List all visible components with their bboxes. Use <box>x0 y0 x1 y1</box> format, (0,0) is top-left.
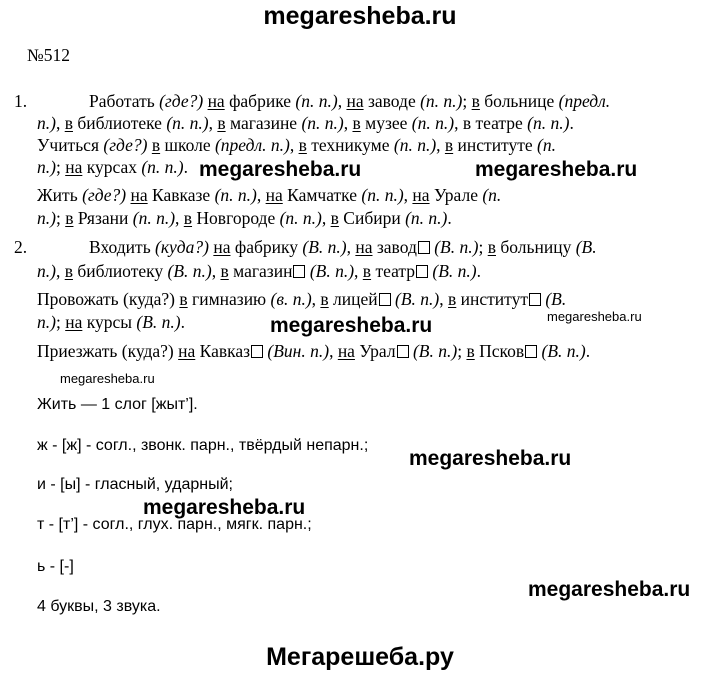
word: фабрике <box>224 91 296 111</box>
word: , <box>343 113 353 133</box>
word: ; <box>457 341 467 361</box>
preposition: на <box>65 157 83 177</box>
case-note: (п. п.) <box>295 91 338 111</box>
preposition: в <box>362 261 372 281</box>
phonetic-row: т - [т’] - согл., глух. парн., мягк. парн.; <box>37 516 312 533</box>
preposition: на <box>337 341 355 361</box>
site-header: megaresheba.ru <box>263 2 457 30</box>
word: Сибири <box>338 208 406 228</box>
answer-line <box>89 90 610 112</box>
preposition: в <box>444 135 454 155</box>
phonetic-row: и - [ы] - гласный, ударный; <box>37 476 233 493</box>
section-1-number: 1. <box>14 91 28 111</box>
word: гимназию <box>187 289 271 309</box>
case-note: (п. п.) <box>405 208 448 228</box>
preposition: в <box>217 113 226 133</box>
watermark: megaresheba.ru <box>270 314 433 337</box>
case-note: (п. п.) <box>527 113 570 133</box>
case-note: п.) <box>37 261 56 281</box>
word: заводе <box>363 91 421 111</box>
word: . <box>183 157 189 177</box>
case-note: (В. п.) <box>302 237 347 257</box>
preposition: в <box>352 113 361 133</box>
word: Учиться <box>37 135 104 155</box>
case-note: (В. п.) <box>434 237 479 257</box>
word: . <box>585 341 591 361</box>
word: Урал <box>354 341 396 361</box>
preposition: на <box>130 185 148 205</box>
preposition: в <box>298 135 307 155</box>
case-note: (В. <box>575 237 597 257</box>
word: Кавказ <box>195 341 251 361</box>
answer-line <box>89 236 597 258</box>
word: , <box>321 208 331 228</box>
preposition: на <box>207 91 225 111</box>
word: , в театре <box>454 113 528 133</box>
preposition: в <box>220 261 229 281</box>
word: Псков <box>474 341 525 361</box>
null-ending-box <box>416 265 428 278</box>
answer-line <box>37 184 501 206</box>
word: , <box>354 261 363 281</box>
preposition: в <box>448 289 457 309</box>
case-note: (В. п.) <box>309 261 355 281</box>
preposition: в <box>64 113 73 133</box>
word: библиотеке <box>72 113 167 133</box>
site-footer: Мегарешеба.ру <box>266 643 454 671</box>
case-note: (где?) <box>82 185 131 205</box>
word: курсах <box>82 157 142 177</box>
word: , <box>211 261 221 281</box>
phonetic-title: Жить — 1 слог [жыт’]. <box>37 396 198 413</box>
watermark: megaresheba.ru <box>528 578 691 601</box>
null-ending-box <box>293 265 305 278</box>
word: школе <box>160 135 215 155</box>
case-note: (в. п.) <box>270 289 312 309</box>
preposition: в <box>330 208 339 228</box>
task-number: №512 <box>27 45 70 65</box>
case-note: (В. п.) <box>395 289 440 309</box>
case-note: (Вин. п.) <box>267 341 330 361</box>
word: , <box>175 208 184 228</box>
case-note: (где?) <box>103 135 152 155</box>
case-note: п.) <box>37 208 56 228</box>
case-note: п.) <box>37 157 56 177</box>
word: Рязани <box>73 208 133 228</box>
answer-line <box>37 112 574 134</box>
word: . <box>476 261 481 281</box>
case-note: п.) <box>37 312 56 332</box>
preposition: в <box>487 237 496 257</box>
word: , <box>55 113 65 133</box>
section-2-number: 2. <box>14 237 28 257</box>
case-note: (п. п.) <box>393 135 437 155</box>
word: Новгороде <box>192 208 280 228</box>
watermark-small: megaresheba.ru <box>547 309 642 324</box>
word: , <box>256 185 266 205</box>
word: магазин <box>228 261 293 281</box>
null-ending-box <box>525 345 537 358</box>
word: Урале <box>429 185 483 205</box>
answer-line <box>37 311 185 333</box>
word: , <box>346 237 356 257</box>
case-note: (п. п.) <box>411 113 455 133</box>
case-note: (В. <box>545 289 567 309</box>
preposition: в <box>183 208 193 228</box>
word: , <box>329 341 338 361</box>
phonetic-summary: 4 буквы, 3 звука. <box>37 598 161 615</box>
preposition: в <box>151 135 161 155</box>
answer-line <box>37 207 452 229</box>
case-note: (п. п.) <box>361 185 404 205</box>
preposition: на <box>355 237 373 257</box>
word: Кавказе <box>147 185 215 205</box>
preposition: на <box>412 185 430 205</box>
case-note: (В. п.) <box>432 261 477 281</box>
word: институте <box>453 135 538 155</box>
word: больнице <box>479 91 559 111</box>
preposition: на <box>265 185 283 205</box>
word: музее <box>360 113 412 133</box>
null-ending-box <box>418 241 430 254</box>
watermark: megaresheba.ru <box>199 158 362 181</box>
case-note: (п. п.) <box>279 208 322 228</box>
word: ; <box>55 208 66 228</box>
case-note: (п. п.) <box>214 185 257 205</box>
word: . <box>569 113 574 133</box>
case-note: (предл. <box>558 91 611 111</box>
null-ending-box <box>379 293 391 306</box>
word: техникуме <box>306 135 394 155</box>
word: ; <box>55 312 66 332</box>
case-note: (В. п.) <box>541 341 586 361</box>
case-note: (предл. п.) <box>214 135 290 155</box>
word: курсы <box>82 312 137 332</box>
word: , <box>403 185 413 205</box>
answer-line <box>37 340 590 362</box>
word: фабрику <box>230 237 303 257</box>
word: . <box>447 208 452 228</box>
word: . <box>180 312 185 332</box>
word: , <box>55 261 65 281</box>
null-ending-box <box>529 293 541 306</box>
case-note: (п. п.) <box>141 157 184 177</box>
preposition: в <box>64 261 73 281</box>
preposition: в <box>471 91 480 111</box>
word: библиотеку <box>72 261 168 281</box>
word: больницу <box>495 237 576 257</box>
case-note: (В. п.) <box>412 341 458 361</box>
watermark-small: megaresheba.ru <box>60 371 155 386</box>
word: , <box>289 135 299 155</box>
phonetic-row: ж - [ж] - согл., звонк. парн., твёрдый непарн.; <box>37 437 369 454</box>
answer-line <box>37 134 556 156</box>
case-note: п.) <box>37 113 56 133</box>
case-note: (В. п.) <box>167 261 212 281</box>
word: завод <box>372 237 417 257</box>
word: , <box>208 113 218 133</box>
preposition: в <box>466 341 475 361</box>
preposition: в <box>179 289 188 309</box>
word: ; <box>478 237 488 257</box>
word: Провожать (куда?) <box>37 289 180 309</box>
word: , <box>439 289 449 309</box>
word: магазине <box>225 113 302 133</box>
word: , <box>311 289 321 309</box>
case-note: (где?) <box>159 91 208 111</box>
word: институт <box>456 289 528 309</box>
word: , <box>337 91 347 111</box>
watermark: megaresheba.ru <box>475 158 638 181</box>
case-note: (п. п.) <box>420 91 463 111</box>
case-note: (п. п.) <box>166 113 209 133</box>
word: Жить <box>37 185 83 205</box>
case-note: (В. п.) <box>136 312 181 332</box>
word: ; <box>55 157 66 177</box>
case-note: (п. <box>482 185 502 205</box>
word: Приезжать (куда?) <box>37 341 179 361</box>
case-note: (п. <box>537 135 556 155</box>
answer-line <box>37 288 566 310</box>
answer-line <box>37 260 481 282</box>
word: Входить <box>89 237 156 257</box>
word: , <box>436 135 445 155</box>
watermark: megaresheba.ru <box>409 447 572 470</box>
case-note: (п. п.) <box>132 208 176 228</box>
word: ; <box>462 91 472 111</box>
phonetic-row: ь - [-] <box>37 558 74 575</box>
preposition: в <box>320 289 329 309</box>
null-ending-box <box>397 345 409 358</box>
watermark: megaresheba.ru <box>143 496 306 519</box>
null-ending-box <box>251 345 263 358</box>
word: Камчатке <box>282 185 362 205</box>
preposition: на <box>213 237 231 257</box>
preposition: на <box>178 341 196 361</box>
word: Работать <box>89 91 160 111</box>
preposition: на <box>65 312 83 332</box>
answer-line <box>37 156 188 178</box>
word: лицей <box>328 289 378 309</box>
case-note: (п. п.) <box>301 113 344 133</box>
case-note: (куда?) <box>155 237 214 257</box>
preposition: в <box>65 208 74 228</box>
preposition: на <box>346 91 364 111</box>
word: театр <box>371 261 415 281</box>
